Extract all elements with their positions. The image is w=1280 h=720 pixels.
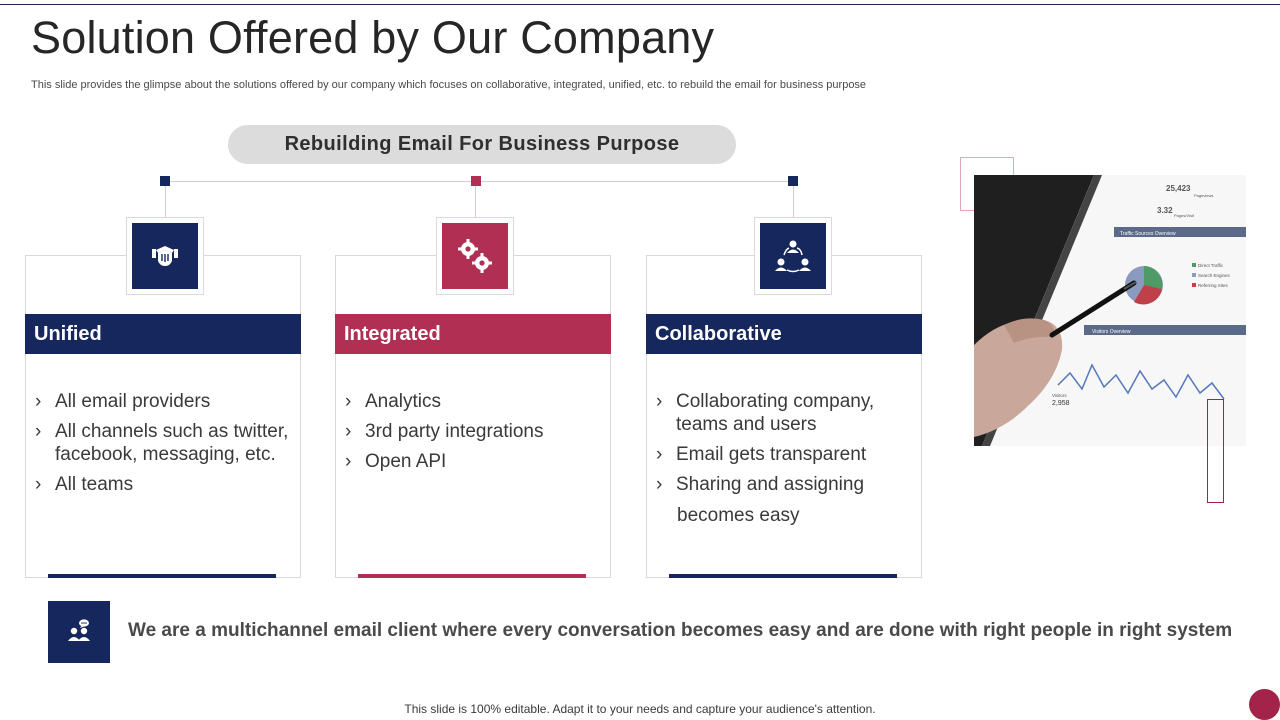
- stat-secondary: 3.32: [1157, 206, 1173, 215]
- icon-frame-unified: [126, 217, 204, 295]
- footer-note: This slide is 100% editable. Adapt it to your needs and capture your audience's attention.: [404, 702, 876, 716]
- card-unified: [25, 255, 301, 578]
- list-item-continuation: becomes easy: [677, 505, 800, 526]
- card-heading: Collaborative: [646, 314, 922, 354]
- list-item: › Email gets transparent: [656, 444, 867, 465]
- chart-title: Visitors Overview: [1092, 329, 1131, 335]
- card-heading: Unified: [25, 314, 301, 354]
- card-collaborative: [646, 255, 922, 578]
- stat-secondary-label: Pages/Visit: [1174, 213, 1194, 218]
- list-item: › All channels such as twitter, facebook, messaging, etc.: [35, 421, 289, 465]
- list-item: › Open API: [345, 451, 447, 472]
- chat-users-icon: [48, 601, 110, 663]
- connector-dot-integrated: [471, 176, 481, 186]
- list-item: › All teams: [35, 474, 134, 495]
- legend-entry: Search Engines: [1198, 273, 1230, 278]
- connector-integrated: [475, 186, 476, 217]
- visitors-label: Visitors: [1052, 393, 1067, 398]
- banner-text: Rebuilding Email For Business Purpose: [284, 133, 680, 155]
- list-item: › All email providers: [35, 391, 211, 412]
- gears-icon: [442, 223, 508, 289]
- list-item: › Sharing and assigning: [656, 474, 865, 495]
- top-rule: [0, 4, 1280, 5]
- card-list: [35, 390, 290, 503]
- card-heading: Integrated: [335, 314, 611, 354]
- list-item: › Analytics: [345, 391, 442, 412]
- connector-dot-collaborative: [788, 176, 798, 186]
- legend-entry: Referring Sites: [1198, 283, 1228, 288]
- card-accent-bar: [48, 574, 276, 578]
- banner-pill: [228, 125, 736, 164]
- visitors-value: 2,958: [1052, 400, 1070, 407]
- icon-frame-collaborative: [754, 217, 832, 295]
- page-title: Solution Offered by Our Company: [31, 12, 715, 63]
- page-subtitle: This slide provides the glimpse about the solutions offered by our company which focuses on collaborative, integrated, unified, etc. to rebuild the email for business purpose: [31, 79, 867, 91]
- legend-entry: Direct Traffic: [1198, 263, 1224, 268]
- connector-unified: [165, 186, 166, 217]
- connector-dot-unified: [160, 176, 170, 186]
- analytics-tablet-photo: [974, 175, 1246, 446]
- panel-title: Traffic Sources Overview: [1120, 231, 1176, 237]
- team-cycle-icon: [760, 223, 826, 289]
- list-item: › Collaborating company, teams and users: [656, 391, 875, 435]
- card-accent-bar: [358, 574, 586, 578]
- card-list: [656, 390, 911, 503]
- stat-primary-label: Pageviews: [1194, 193, 1214, 198]
- corner-decoration: [1249, 689, 1280, 720]
- key-message: We are a multichannel email client where every conversation becomes easy and are done with right people in right system: [128, 620, 1233, 641]
- stat-primary: 25,423: [1166, 184, 1191, 193]
- connector-collaborative: [793, 186, 794, 217]
- card-accent-bar: [669, 574, 897, 578]
- card-integrated: [335, 255, 611, 578]
- icon-frame-integrated: [436, 217, 514, 295]
- card-list: [345, 390, 600, 480]
- photo-accent-bar: [1207, 399, 1224, 503]
- list-item: › 3rd party integrations: [345, 421, 544, 442]
- handshake-icon: [132, 223, 198, 289]
